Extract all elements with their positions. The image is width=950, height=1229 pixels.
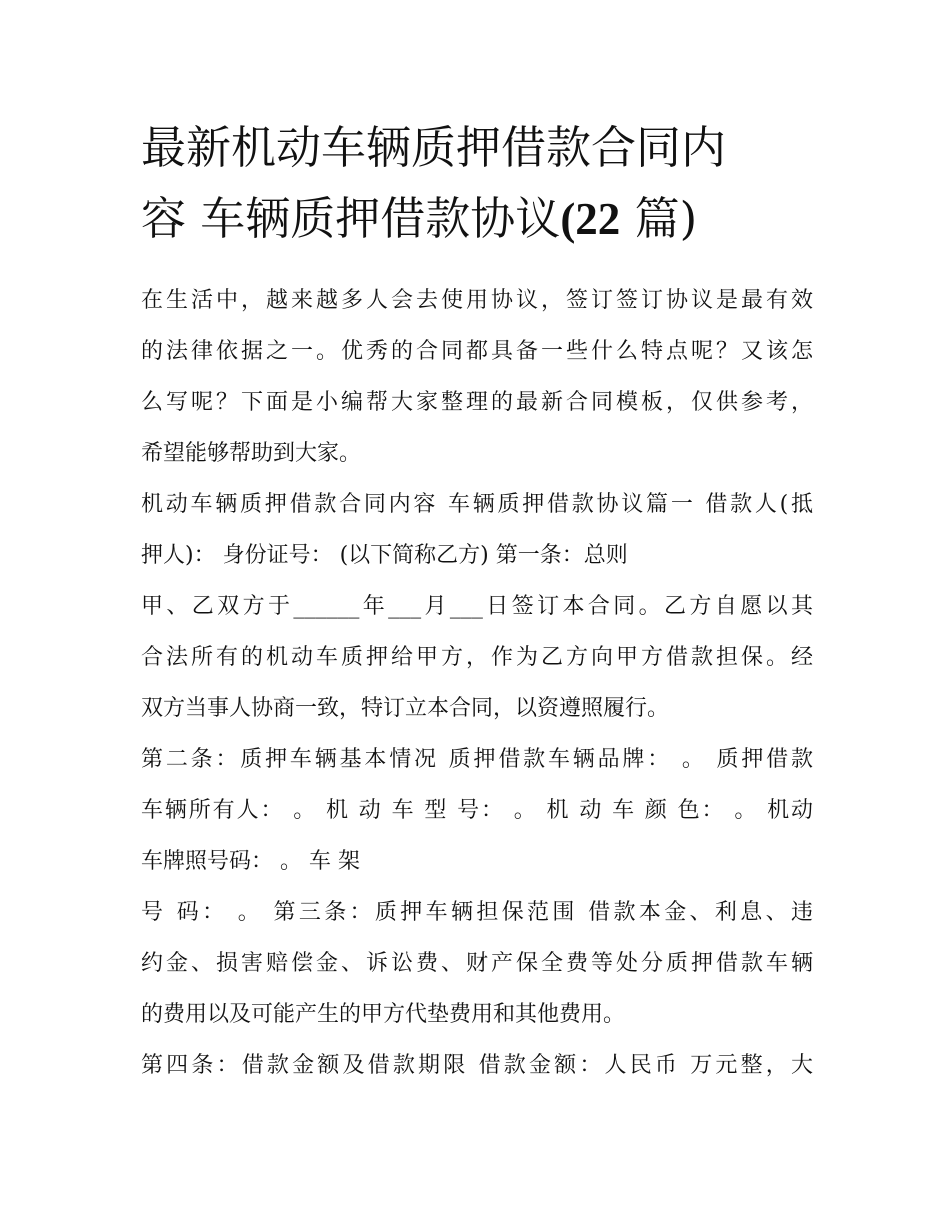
body-line: 的费用以及可能产生的甲方代垫费用和其他费用。 [141,1002,626,1027]
body-line: 号 码： 。 第三条：质押车辆担保范围 借款本金、利息、违 [141,900,813,925]
title-line-2b: (22 [560,194,621,244]
body-line: 双方当事人协商一致，特订立本合同，以资遵照履行。 [141,696,670,721]
body-line: 车牌照号码： 。 车 架 [141,849,360,874]
body-line: 合法所有的机动车质押给甲方，作为乙方向甲方借款担保。经 [141,645,813,670]
body-line: 的法律依据之一。优秀的合同都具备一些什么特点呢？又该怎 [141,339,813,364]
document-page [141,112,813,1091]
body-line: 在生活中，越来越多人会去使用协议，签订签订协议是最有效 [141,288,813,313]
title-line-2c: 篇) [620,192,698,245]
title-line-2a: 容 车辆质押借款协议 [141,192,561,245]
body-line: 甲、乙双方于______年___月___日签订本合同。乙方自愿以其 [141,594,813,619]
body-line: 约金、损害赔偿金、诉讼费、财产保全费等处分质押借款车辆 [141,951,813,976]
body-line: 车辆所有人： 。 机 动 车 型 号： 。 机 动 车 颜 色： 。 机动 [141,798,813,823]
body-line: 机动车辆质押借款合同内容 车辆质押借款协议篇一 借款人(抵 [141,492,813,517]
body-line: 押人)： 身份证号： (以下简称乙方) 第一条：总则 [141,543,628,568]
body-line: 么写呢？下面是小编帮大家整理的最新合同模板，仅供参考， [141,390,813,415]
body-line: 希望能够帮助到大家。 [141,441,362,466]
document-body [141,275,813,1091]
body-line: 第四条：借款金额及借款期限 借款金额：人民币 万元整，大 [141,1053,813,1078]
document-title [141,112,813,255]
body-line: 第二条：质押车辆基本情况 质押借款车辆品牌： 。 质押借款 [141,747,813,772]
title-line-1: 最新机动车辆质押借款合同内 [141,121,727,174]
